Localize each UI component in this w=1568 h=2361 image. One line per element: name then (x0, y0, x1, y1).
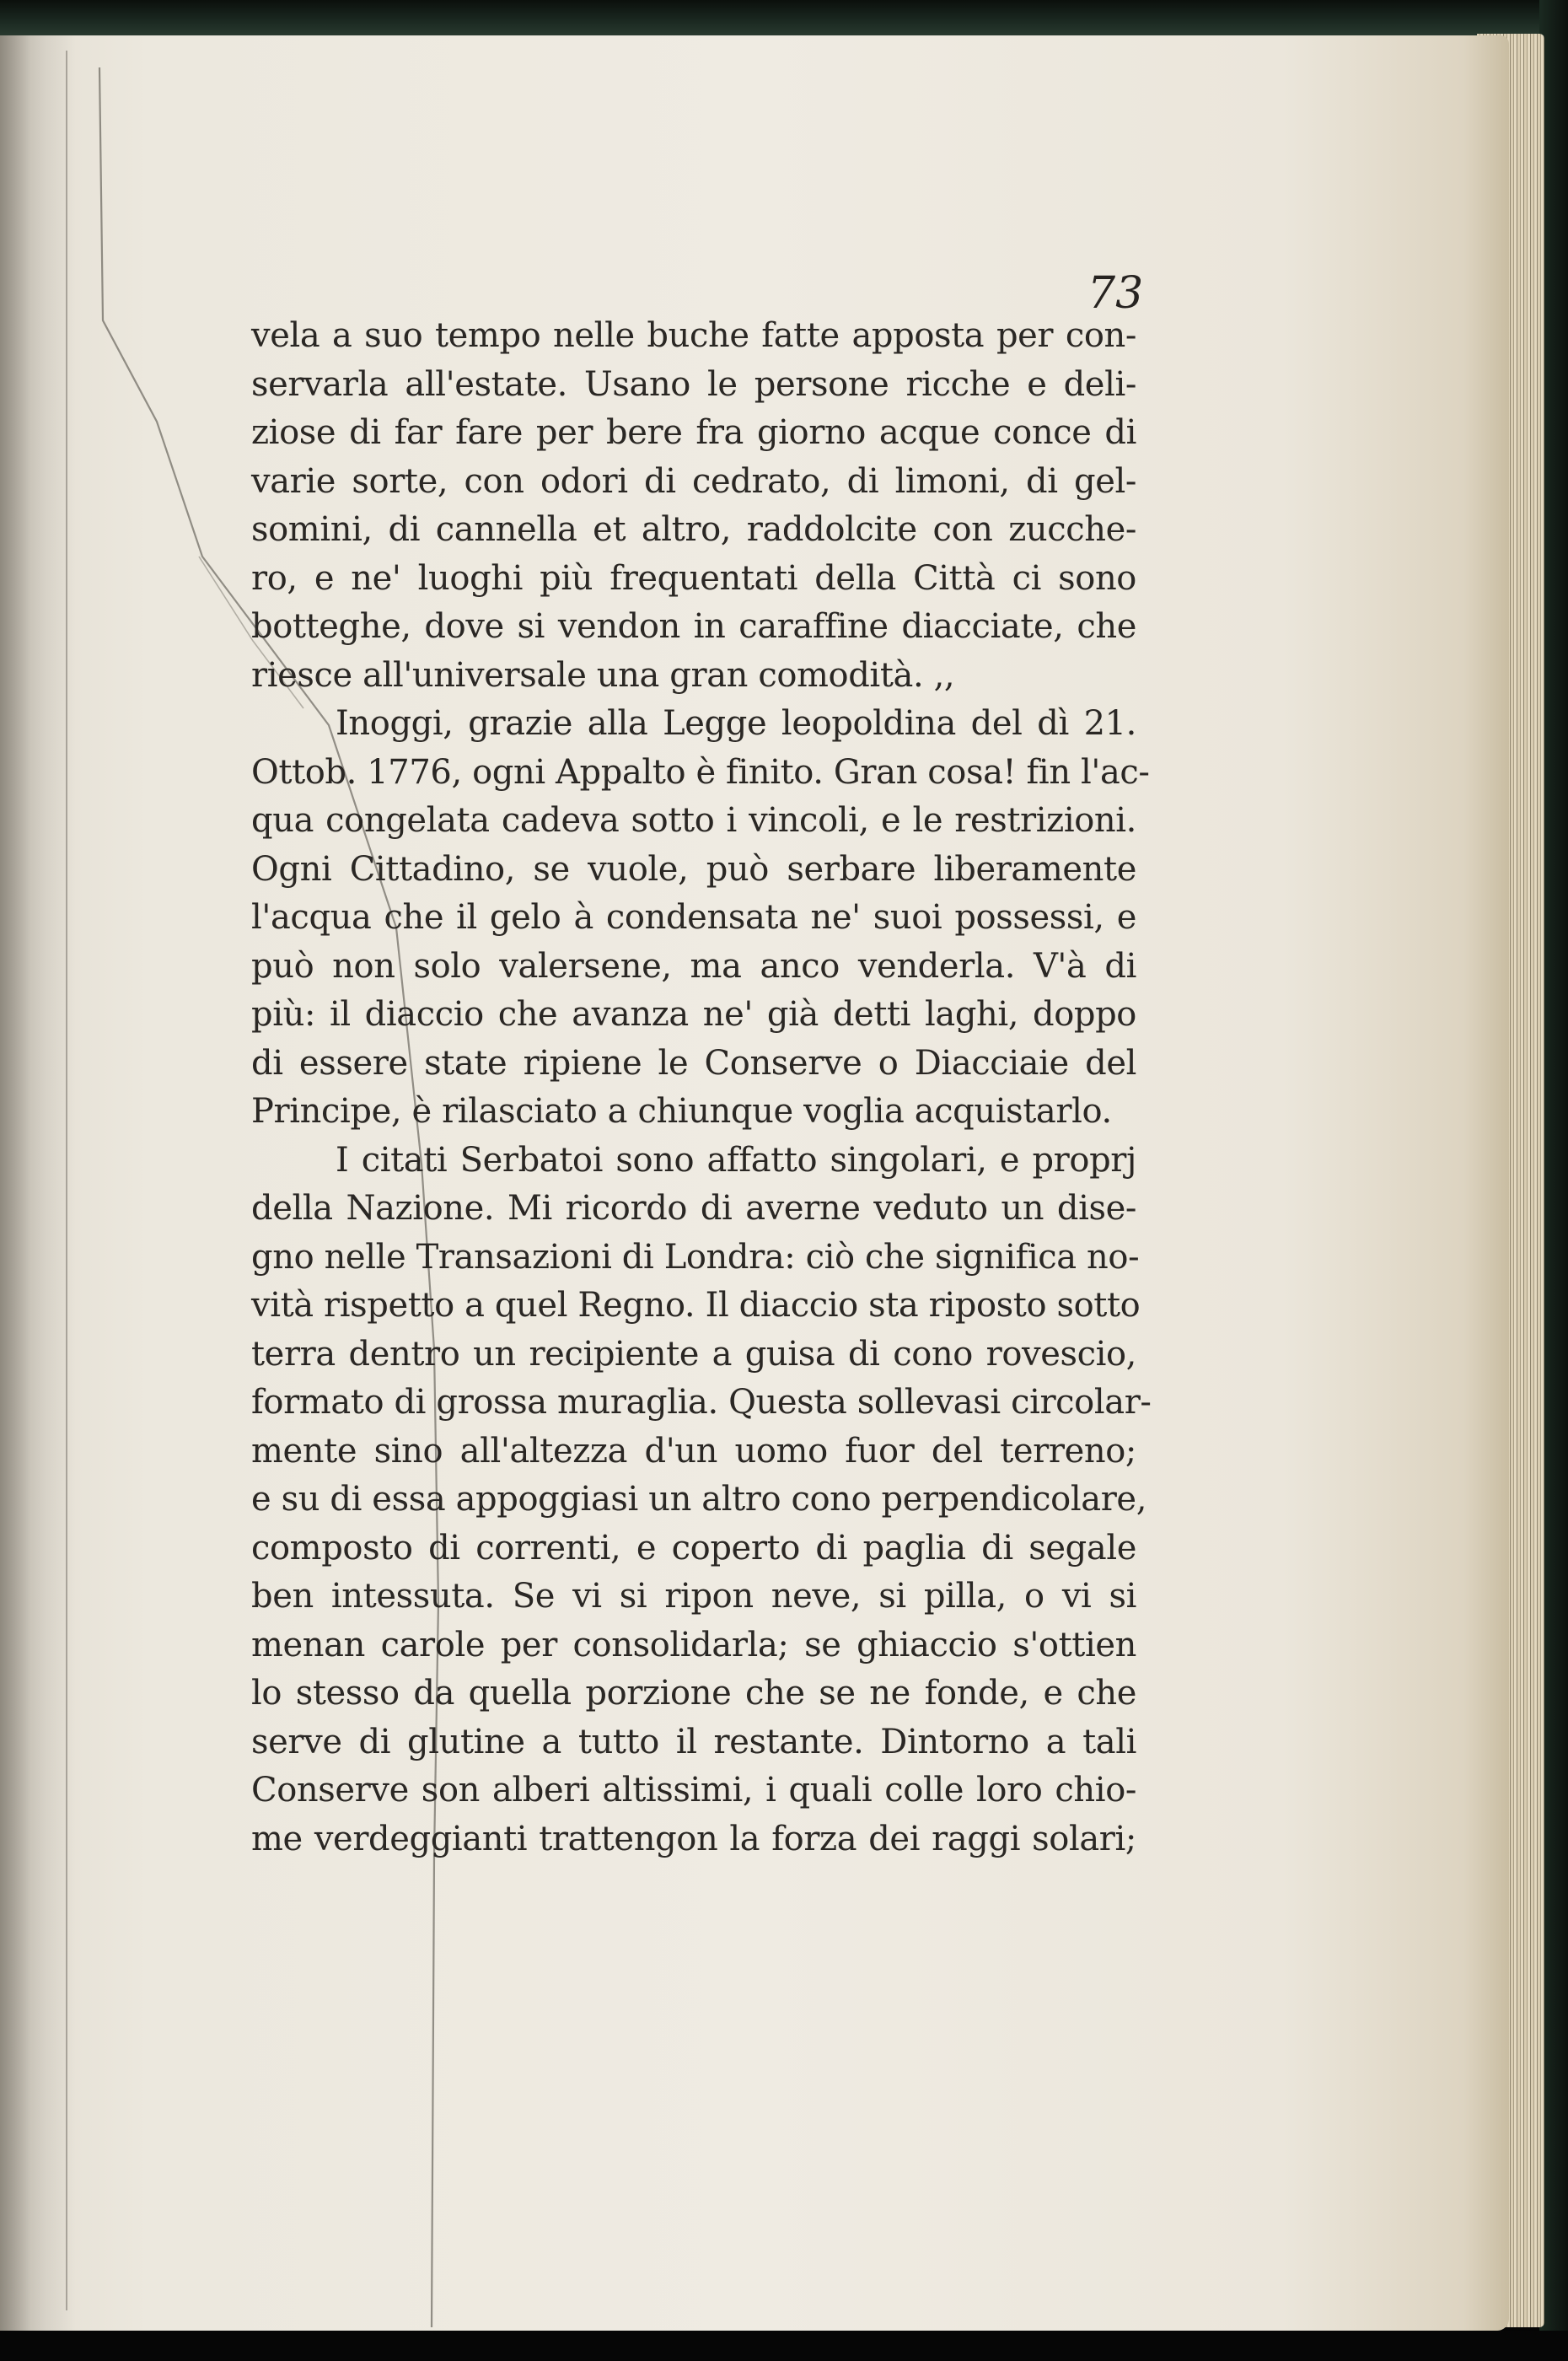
text-line-content: ziose di far fare per bere fra giorno acque conce di (251, 413, 1136, 452)
gutter-line (66, 51, 67, 2310)
text-line (251, 1573, 1136, 1622)
text-line-content: somini, di cannella et altro, raddolcite con zucche- (251, 510, 1136, 549)
text-line (251, 1379, 1152, 1428)
text-line (251, 943, 1136, 992)
text-line-content: menan carole per consolidarla; se ghiaccio s'ottien (251, 1625, 1136, 1665)
text-line (251, 312, 1136, 361)
text-line-content: mente sino all'altezza d'un uomo fuor del terreno; (251, 1431, 1136, 1471)
text-line (251, 603, 1136, 652)
text-line-content: di essere state ripiene le Conserve o Diacciaie del (251, 1043, 1136, 1083)
text-line-content: della Nazione. Mi ricordo di averne veduto un dise- (251, 1189, 1136, 1228)
text-line-content: più: il diaccio che avanza ne' già detti laghi, doppo (251, 995, 1136, 1034)
text-line (251, 797, 1136, 846)
text-line (251, 991, 1136, 1040)
text-line (251, 361, 1136, 410)
text-line (251, 1137, 1136, 1186)
text-line (251, 555, 1136, 604)
text-line-content: gno nelle Transazioni di Londra: ciò che significa no- (251, 1237, 1140, 1277)
text-line-content: vela a suo tempo nelle buche fatte apposta per con- (251, 316, 1136, 355)
text-line (251, 1088, 1136, 1137)
text-line (251, 1622, 1136, 1670)
text-line-content: terra dentro un recipiente a guisa di cono rovescio, (251, 1334, 1136, 1374)
text-line-content: può non solo valersene, ma anco venderla. V'à di (251, 946, 1136, 986)
text-line-content: me verdeggianti trattengon la forza dei raggi solari; (251, 1819, 1136, 1858)
text-line (251, 894, 1136, 943)
text-line (251, 1282, 1141, 1331)
book-cover-edge-top (0, 0, 1568, 40)
text-line-content: vità rispetto a quel Regno. Il diaccio sta riposto sotto (251, 1286, 1141, 1325)
text-line-content: l'acqua che il gelo à condensata ne' suoi possessi, e (251, 898, 1136, 937)
text-line-content: lo stesso da quella porzione che se ne fonde, e che (251, 1674, 1136, 1713)
text-line (251, 458, 1136, 507)
text-line-content: I citati Serbatoi sono affatto singolari, e proprj (336, 1140, 1136, 1180)
text-line (251, 1525, 1136, 1573)
text-line-content: Conserve son alberi altissimi, i quali colle loro chio- (251, 1771, 1136, 1810)
text-line (251, 700, 1136, 749)
text-line-content: e su di essa appoggiasi un altro cono perpendicolare, (251, 1480, 1147, 1519)
text-line (251, 1185, 1136, 1234)
scan-bottom-edge (0, 2331, 1568, 2361)
text-line-content: ro, e ne' luoghi più frequentati della Città ci sono (251, 558, 1136, 598)
text-line (251, 1428, 1136, 1476)
text-line-content: varie sorte, con odori di cedrato, di limoni, di gel- (251, 461, 1136, 501)
text-line (251, 1476, 1147, 1525)
text-line (251, 1815, 1136, 1864)
text-line-content: Ottob. 1776, ogni Appalto è finito. Gran cosa! fin l'ac- (251, 752, 1150, 792)
gutter-shadow (0, 35, 76, 2331)
text-line-content: riesce all'universale una gran comodità. ,, (251, 655, 955, 695)
text-line (251, 409, 1136, 458)
text-line-content: formato di grossa muraglia. Questa sollevasi circolar- (251, 1383, 1152, 1422)
text-line-content: ben intessuta. Se vi si ripon neve, si pilla, o vi si (251, 1577, 1136, 1616)
text-line (251, 652, 1136, 701)
page-number: 73 (1087, 268, 1144, 319)
text-line-content: composto di correnti, e coperto di paglia di segale (251, 1528, 1136, 1568)
text-line (251, 749, 1150, 798)
text-line-content: qua congelata cadeva sotto i vincoli, e le restrizioni. (251, 801, 1136, 840)
text-line-content: Inoggi, grazie alla Legge leopoldina del dì 21. (336, 704, 1136, 743)
text-line-content: servarla all'estate. Usano le persone ricche e deli- (251, 364, 1136, 404)
text-line (251, 1234, 1140, 1283)
text-line (251, 1040, 1136, 1089)
text-line (251, 1718, 1136, 1767)
text-line-content: Ogni Cittadino, se vuole, può serbare liberamente (251, 849, 1136, 889)
text-line (251, 1331, 1136, 1379)
text-line (251, 846, 1136, 895)
text-line (251, 1767, 1136, 1815)
body-text (251, 312, 1152, 1864)
text-line-content: botteghe, dove si vendon in caraffine diacciate, che (251, 607, 1136, 646)
text-line-content: serve di glutine a tutto il restante. Dintorno a tali (251, 1722, 1136, 1761)
text-line-content: Principe, è rilasciato a chiunque voglia acquistarlo. (251, 1092, 1112, 1131)
text-line (251, 1670, 1136, 1718)
text-line (251, 506, 1136, 555)
